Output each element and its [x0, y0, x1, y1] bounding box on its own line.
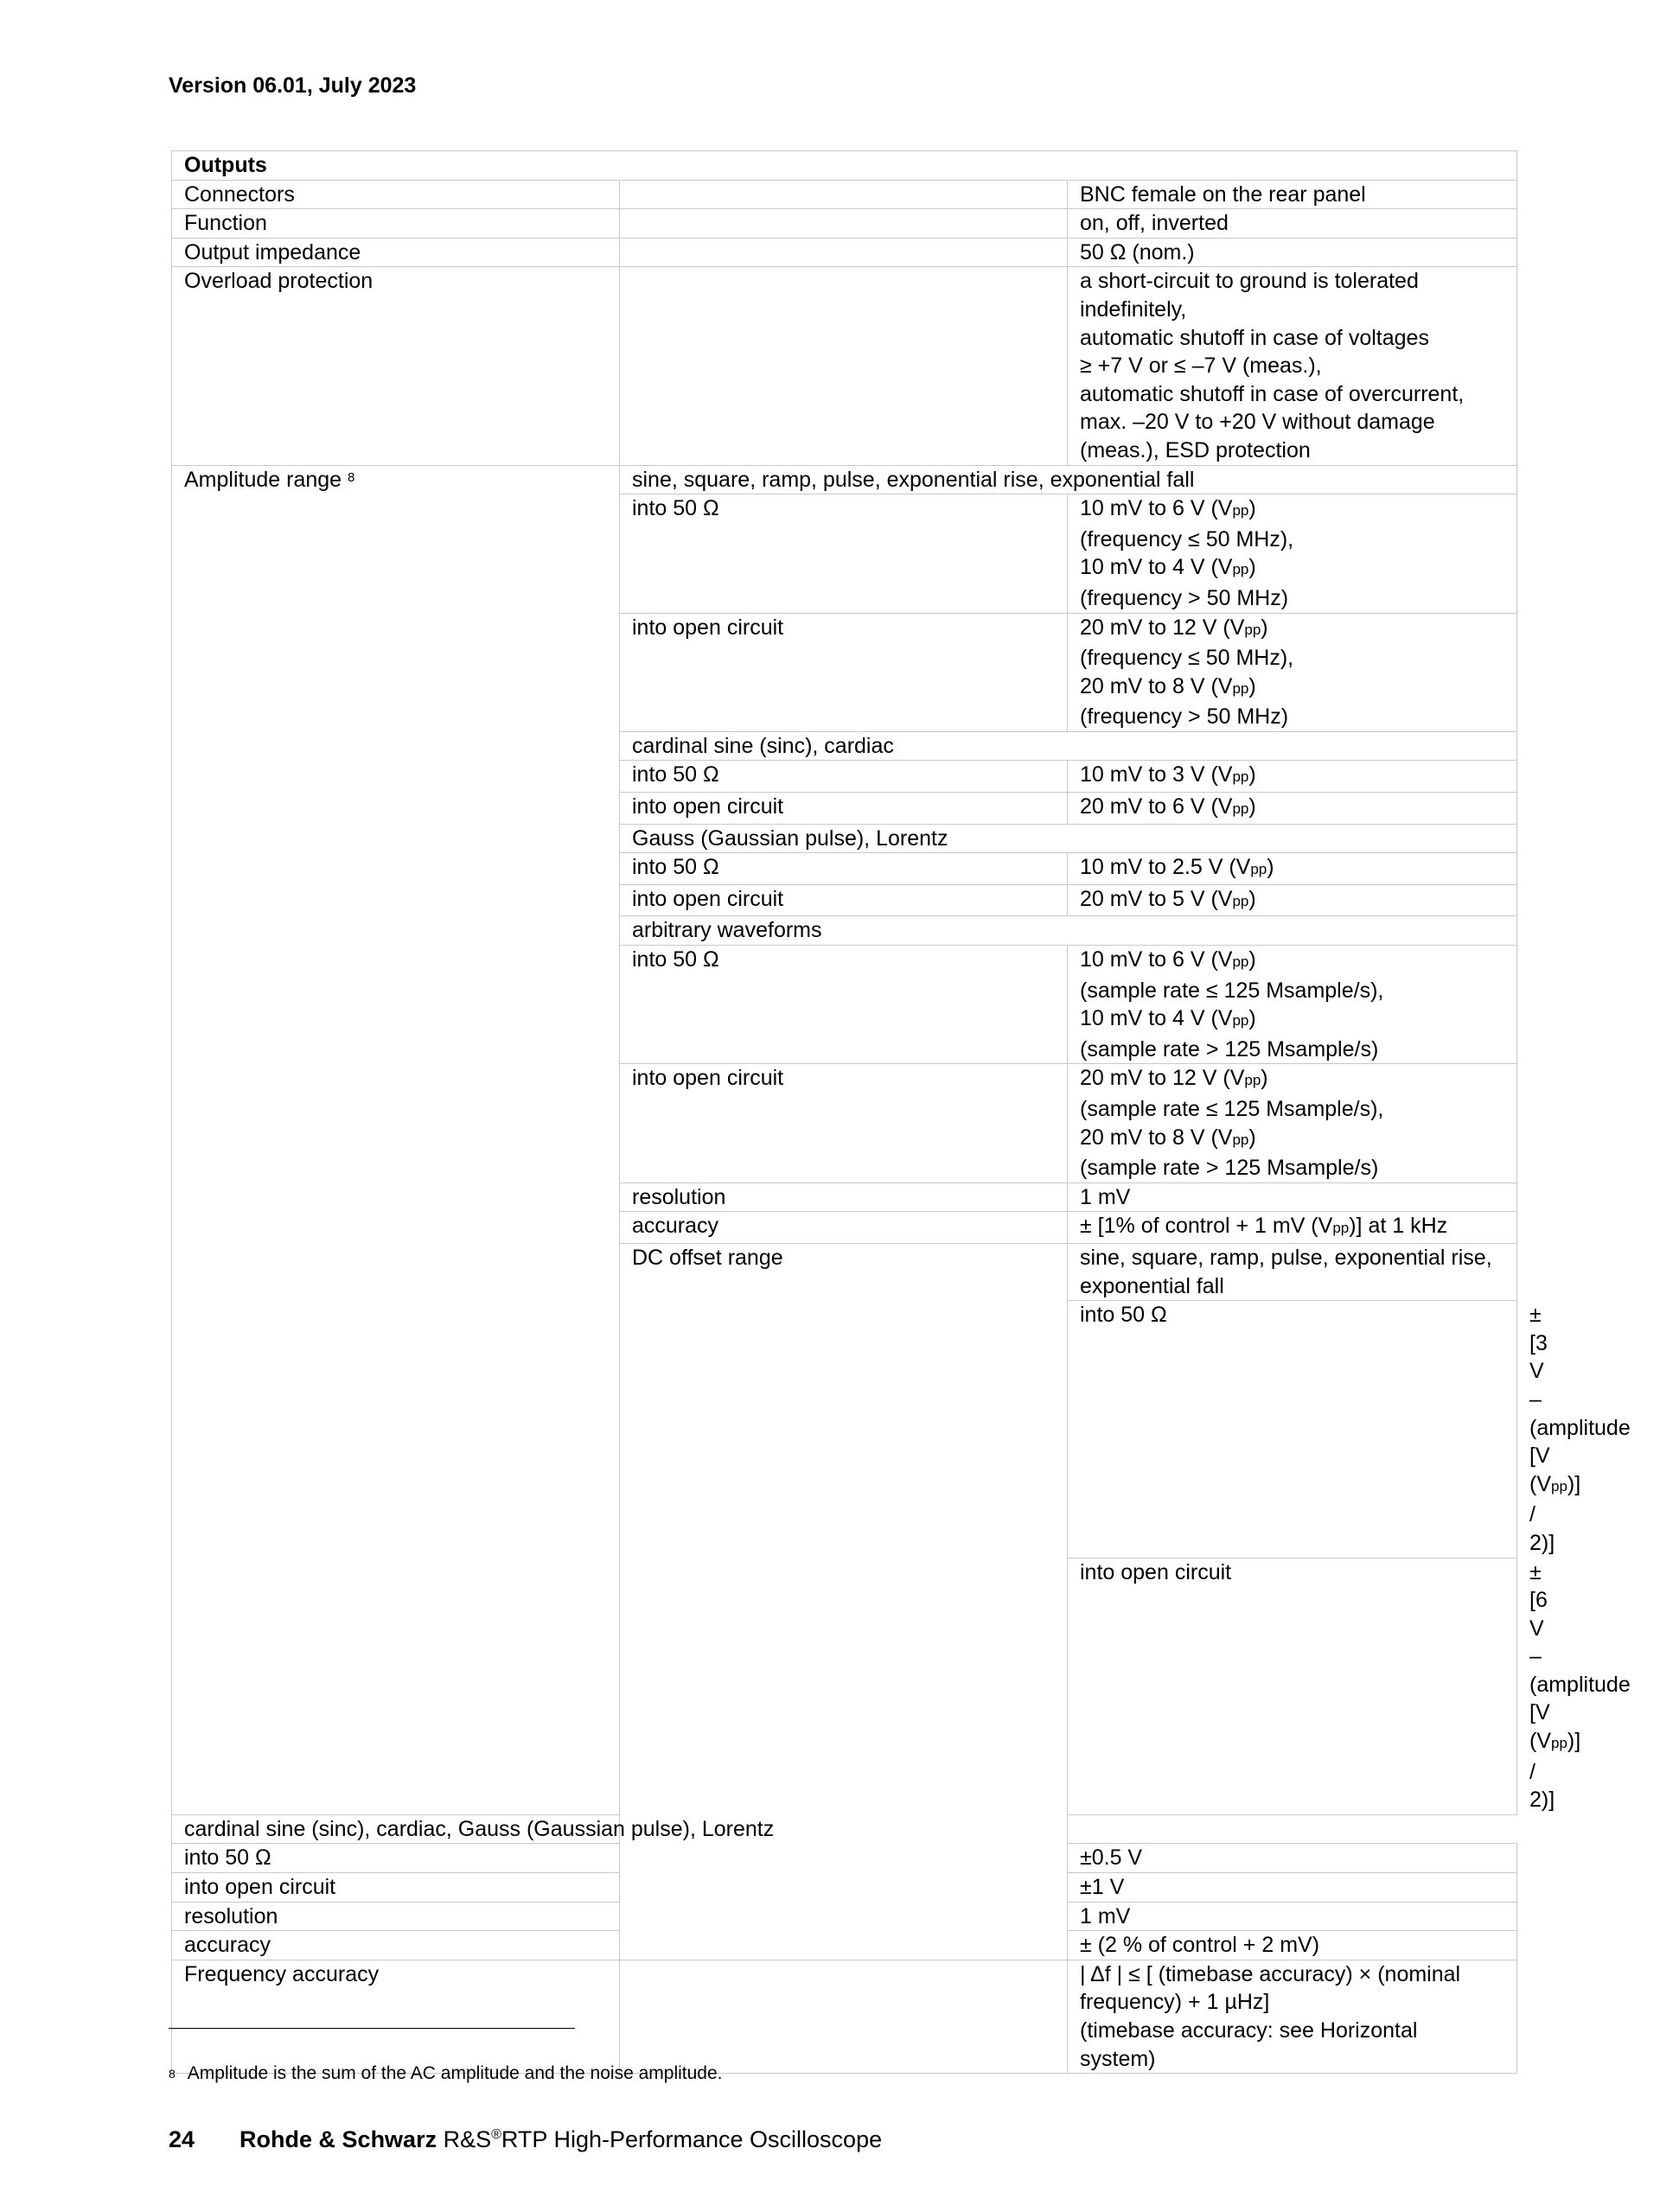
table-row: into 50 Ω ± [3 V – (amplitude [V (Vpp)] / 2)]	[172, 1301, 1517, 1558]
value-line: a short-circuit to ground is tolerated	[1080, 269, 1419, 294]
row-label: Amplitude range $^8$	[172, 465, 620, 1814]
condition-label: into 50 Ω	[172, 1844, 620, 1873]
row-value	[1068, 1960, 1517, 2073]
row-value: ±0.5 V	[1068, 1844, 1517, 1873]
document-version: Version 06.01, July 2023	[169, 73, 417, 98]
waveform-group: Gauss (Gaussian pulse), Lorentz	[620, 824, 1517, 853]
condition-label: into open circuit	[620, 1064, 1068, 1182]
condition-label: into 50 Ω	[620, 946, 1068, 1064]
value-line: automatic shutoff in case of overcurrent,	[1080, 381, 1465, 406]
table-row	[172, 238, 1517, 267]
row-value: on, off, inverted	[1068, 209, 1517, 239]
brand-name: Rohde & Schwarz	[239, 2126, 437, 2152]
row-label: Function	[172, 209, 620, 239]
waveform-group: cardinal sine (sinc), cardiac, Gauss (Gaussian pulse), Lorentz	[172, 1814, 1068, 1844]
row-value: 20 mV to 12 V (Vpp) (frequency ≤ 50 MHz), 20 mV to 8 V (Vpp) (frequency > 50 MHz)	[1068, 613, 1517, 731]
row-value: 20 mV to 5 V (Vpp)	[1068, 884, 1517, 916]
value-line: frequency) + 1 µHz]	[1080, 1990, 1270, 2015]
row-value: 1 mV	[1068, 1902, 1517, 1931]
row-value: 10 mV to 6 V (Vpp) (sample rate ≤ 125 Msample/s), 10 mV to 4 V (Vpp) (sample rate > 125 Msample/s)	[1068, 946, 1517, 1064]
row-value: BNC female on the rear panel	[1068, 180, 1517, 209]
outputs-spec-table	[171, 150, 1631, 2074]
condition-label: resolution	[620, 1182, 1068, 1212]
footnote-divider	[169, 2028, 575, 2029]
condition-label: into open circuit	[620, 884, 1068, 916]
row-value: 50 Ω (nom.)	[1068, 238, 1517, 267]
row-value	[1068, 267, 1517, 465]
row-label: Overload protection	[172, 267, 620, 465]
table-row	[172, 151, 1517, 181]
table-row	[172, 209, 1517, 239]
condition-label: into open circuit	[620, 793, 1068, 825]
footnote-text: Amplitude is the sum of the AC amplitude and the noise amplitude.	[187, 2063, 723, 2083]
value-line: | Δf | ≤ [ (timebase accuracy) × (nominal	[1080, 1961, 1461, 1986]
row-label: Frequency accuracy	[172, 1960, 620, 2073]
row-value: 10 mV to 2.5 V (Vpp)	[1068, 853, 1517, 885]
waveform-group: sine, square, ramp, pulse, exponential rise, exponential fall	[620, 465, 1517, 494]
condition-label: into open circuit	[620, 613, 1068, 731]
product-prefix: R&S	[437, 2126, 492, 2152]
row-label: Connectors	[172, 180, 620, 209]
value-line: (timebase accuracy: see Horizontal	[1080, 2018, 1418, 2043]
value-line: indefinitely,	[1080, 296, 1187, 322]
footnote-number: 8	[169, 2067, 176, 2081]
condition-label: resolution	[172, 1902, 620, 1931]
condition-label: into 50 Ω	[620, 853, 1068, 885]
waveform-group: cardinal sine (sinc), cardiac	[620, 731, 1517, 761]
section-title: Outputs	[172, 151, 1517, 181]
row-value: ± (2 % of control + 2 mV)	[1068, 1931, 1517, 1960]
page-footer	[169, 2121, 882, 2153]
condition-label: into open circuit	[1068, 1558, 1517, 1814]
table-row	[172, 267, 1517, 465]
value-line: automatic shutoff in case of voltages	[1080, 325, 1429, 350]
condition-label: into open circuit	[172, 1873, 620, 1903]
waveform-group: arbitrary waveforms	[620, 916, 1517, 946]
value-line: system)	[1080, 2046, 1156, 2071]
waveform-group: sine, square, ramp, pulse, exponential rise, exponential fall	[1068, 1243, 1517, 1300]
footnote	[169, 2062, 723, 2085]
value-line: ≥ +7 V or ≤ –7 V (meas.),	[1080, 354, 1322, 379]
table-row: into open circuit ± [6 V – (amplitude [V (Vpp)] / 2)]	[172, 1558, 1517, 1814]
row-value: 10 mV to 6 V (Vpp) (frequency ≤ 50 MHz), 10 mV to 4 V (Vpp) (frequency > 50 MHz)	[1068, 494, 1517, 613]
row-value: 20 mV to 12 V (Vpp) (sample rate ≤ 125 Msample/s), 20 mV to 8 V (Vpp) (sample rate > 125 Msample/s)	[1068, 1064, 1517, 1182]
condition-label: accuracy	[620, 1212, 1068, 1244]
row-value: ± [1% of control + 1 mV (Vpp)] at 1 kHz	[1068, 1212, 1517, 1244]
row-label: DC offset range	[620, 1243, 1068, 1960]
value-line: (meas.), ESD protection	[1080, 437, 1311, 462]
table-row	[172, 1814, 1517, 1844]
condition-label: accuracy	[172, 1931, 620, 1960]
condition-label: into 50 Ω	[1068, 1301, 1517, 1558]
footnote-ref: 8	[348, 469, 355, 485]
row-value: 1 mV	[1068, 1182, 1517, 1212]
page-number: 24	[169, 2126, 195, 2152]
table-row	[172, 1960, 1517, 2073]
table-row	[172, 465, 1517, 494]
condition-label: into 50 Ω	[620, 494, 1068, 613]
product-name: RTP High-Performance Oscilloscope	[501, 2126, 883, 2152]
row-value: 20 mV to 6 V (Vpp)	[1068, 793, 1517, 825]
condition-label: into 50 Ω	[620, 761, 1068, 793]
table-row	[172, 180, 1517, 209]
row-value: 10 mV to 3 V (Vpp)	[1068, 761, 1517, 793]
row-label: Output impedance	[172, 238, 620, 267]
registered-mark: ®	[491, 2127, 501, 2142]
row-value: ±1 V	[1068, 1873, 1517, 1903]
value-line: max. –20 V to +20 V without damage	[1080, 410, 1435, 435]
